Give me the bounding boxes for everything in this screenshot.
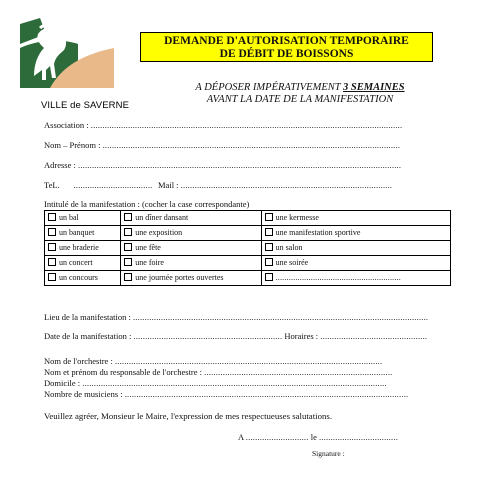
event-option[interactable] [45,271,121,286]
event-option[interactable] [45,226,121,241]
orchestra-manager-label: Nom et prénom du responsable de l'orchestre : [44,367,203,377]
musicians-field[interactable]: Nombre de musiciens : .......................................................................................................................... [44,389,409,399]
form-title-line2: DE DÉBIT DE BOISSONS [219,48,354,60]
signature-label: Signature : [312,449,345,458]
name-label: Nom – Prénom : [44,140,101,150]
event-option-label: une journée portes ouvertes [135,273,224,282]
event-option-label: une soirée [275,258,309,267]
event-option-label: une braderie [59,243,99,252]
musicians-label: Nombre de musiciens : [44,389,123,399]
event-type-label: Intitulé de la manifestation : (cocher la case correspondante) [44,199,250,209]
salutation-text: Veuillez agréer, Monsieur le Maire, l'expression de mes respectueuses salutations. [44,411,333,421]
event-option[interactable] [121,256,261,271]
event-option[interactable] [261,241,450,256]
event-option[interactable] [121,226,261,241]
residence-label: Domicile : [44,378,81,388]
form-title [140,32,433,62]
event-option-label: une kermesse [275,213,319,222]
checkbox-icon[interactable] [265,228,273,236]
association-label: Association : [44,120,89,130]
date-field[interactable]: Date de la manifestation : ................................................................ Horaires : .............................................. [44,331,428,341]
event-option[interactable] [45,256,121,271]
logo-caption: VILLE de SAVERNE [41,100,130,111]
event-option[interactable] [261,256,450,271]
checkbox-icon[interactable] [124,243,132,251]
other-option-blank[interactable]: ......................................................... [275,273,401,282]
event-option-label: une fête [135,243,161,252]
checkbox-icon[interactable] [48,273,56,281]
orchestra-label: Nom de l'orchestre : [44,356,113,366]
tel-label: TeL. [44,180,60,190]
checkbox-icon[interactable] [265,273,273,281]
place-date-field[interactable]: A ........................... le .................................. [238,432,399,442]
horse-emblem-icon [20,14,114,88]
event-type-grid [44,210,451,286]
event-option-label: un concours [59,273,98,282]
orchestra-field[interactable]: Nom de l'orchestre : ................................................................................................................... [44,356,383,366]
grid-row [45,211,451,226]
residence-field[interactable]: Domicile : ................................................................................................................................... [44,378,387,388]
checkbox-icon[interactable] [48,258,56,266]
notice-prefix: A DÉPOSER IMPÉRATIVEMENT [195,82,341,93]
checkbox-icon[interactable] [124,228,132,236]
event-option-label: une manifestation sportive [275,228,361,237]
notice-emphasis: 3 SEMAINES [343,82,405,93]
hours-label: Horaires : [284,331,319,341]
address-label: Adresse : [44,160,76,170]
event-option[interactable] [121,211,261,226]
tel-field[interactable]: TeL. .................................. [44,180,153,190]
event-option[interactable] [45,241,121,256]
event-option-label: une exposition [135,228,183,237]
saverne-logo [20,14,130,111]
checkbox-icon[interactable] [48,243,56,251]
place-label: A [238,432,244,442]
checkbox-icon[interactable] [265,243,273,251]
date-label: Date de la manifestation : [44,331,132,341]
date-sign-label: le [310,432,317,442]
checkbox-icon[interactable] [265,258,273,266]
location-field[interactable]: Lieu de la manifestation : ............................................................................................................................... [44,312,429,322]
grid-row [45,226,451,241]
checkbox-icon[interactable] [265,213,273,221]
orchestra-manager-field[interactable]: Nom et prénom du responsable de l'orchestre : ................................................................................. [44,367,393,377]
event-option-label: un dîner dansant [135,213,189,222]
event-option[interactable] [121,241,261,256]
checkbox-icon[interactable] [124,273,132,281]
event-option[interactable] [261,211,450,226]
event-option-label: un concert [59,258,93,267]
event-option[interactable] [261,271,450,286]
mail-field[interactable]: Mail : ........................................................................................... [158,180,393,190]
association-field[interactable]: Association : ...................................................................................................................................... [44,120,403,130]
event-option-label: un bal [59,213,79,222]
grid-row [45,256,451,271]
grid-row [45,271,451,286]
event-option-label: un salon [275,243,303,252]
event-option[interactable] [261,226,450,241]
form-title-line1: DEMANDE D'AUTORISATION TEMPORAIRE [164,35,409,47]
checkbox-icon[interactable] [48,213,56,221]
event-option[interactable] [121,271,261,286]
event-option-label: une foire [135,258,164,267]
checkbox-icon[interactable] [124,213,132,221]
event-option-label: un banquet [59,228,95,237]
grid-row [45,241,451,256]
address-field[interactable]: Adresse : ........................................................................................................................................... [44,160,402,170]
event-option[interactable] [45,211,121,226]
notice-line2: AVANT LA DATE DE LA MANIFESTATION [206,93,394,105]
checkbox-icon[interactable] [124,258,132,266]
checkbox-icon[interactable] [48,228,56,236]
name-field[interactable]: Nom – Prénom : ................................................................................................................................ [44,140,401,150]
deadline-notice [160,82,440,105]
mail-label: Mail : [158,180,179,190]
location-label: Lieu de la manifestation : [44,312,131,322]
